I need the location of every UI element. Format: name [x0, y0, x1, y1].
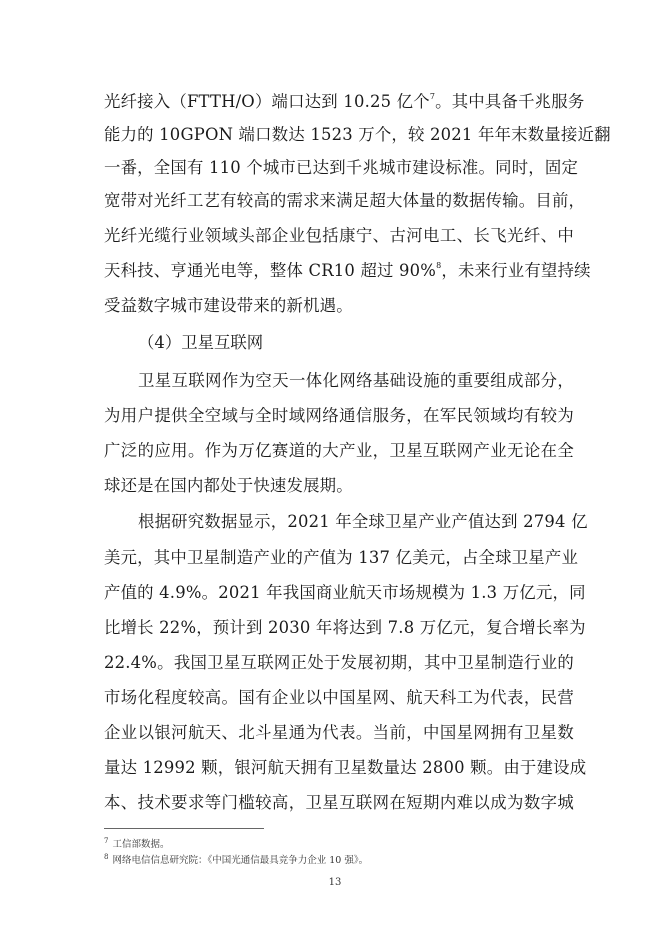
- footnote-mark: 8: [104, 853, 109, 861]
- body-line: 市场化程度较高。国有企业以中国星网、航天科工为代表，民营: [104, 688, 574, 707]
- body-line: 量达 12992 颗，银河航天拥有卫星数量达 2800 颗。由于建设成: [104, 758, 587, 777]
- body-line: 能力的 10GPON 端口数达 1523 万个，较 2021 年年末数量接近翻: [104, 125, 611, 144]
- body-line: 美元，其中卫星制造产业的产值为 137 亿美元，占全球卫星产业: [104, 548, 579, 567]
- footnote-text: 工信部数据。: [112, 839, 170, 850]
- footnote: [104, 851, 368, 867]
- body-line: 本、技术要求等门槛较高，卫星互联网在短期内难以成为数字城: [104, 793, 574, 812]
- body-line: 宽带对光纤工艺有较高的需求来满足超大体量的数据传输。目前，: [104, 191, 586, 210]
- body-line: 比增长 22%，预计到 2030 年将达到 7.8 万亿元，复合增长率为: [104, 618, 586, 637]
- section-heading: （4）卫星互联网: [138, 333, 264, 352]
- body-line: 根据研究数据显示，2021 年全球卫星产业产值达到 2794 亿: [138, 512, 588, 531]
- body-line: 球还是在国内都处于快速发展期。: [104, 476, 353, 495]
- body-line: 光纤光缆行业领域头部企业包括康宁、古河电工、长飞光纤、中: [104, 226, 574, 245]
- body-line: 为用户提供全空域与全时域网络通信服务，在军民领域均有较为: [104, 406, 574, 425]
- page-number: 13: [328, 877, 342, 888]
- footnote-ref[interactable]: 7: [429, 92, 436, 101]
- body-text: 光纤接入（FTTH/O）端口达到 10.25 亿个: [104, 92, 430, 111]
- footnote-mark: 7: [104, 837, 109, 845]
- body-text: 天科技、亨通光电等，整体 CR10 超过 90%: [104, 261, 437, 280]
- body-line: 一番，全国有 110 个城市已达到千兆城市建设标准。同时，固定: [104, 158, 579, 177]
- body-line: 企业以银河航天、北斗星通为代表。当前，中国星网拥有卫星数: [104, 723, 574, 742]
- footnote: [104, 835, 169, 851]
- body-text: 。其中具备千兆服务: [435, 92, 585, 111]
- footnote-divider: [104, 828, 264, 829]
- footnote-text: 网络电信信息研究院：《中国光通信最具竞争力企业 10 强》。: [112, 855, 369, 866]
- body-line: 广泛的应用。作为万亿赛道的大产业，卫星互联网产业无论在全: [104, 441, 574, 460]
- body-line: [104, 92, 585, 112]
- body-line: 受益数字城市建设带来的新机遇。: [104, 296, 353, 315]
- footnote-ref[interactable]: 8: [436, 261, 442, 270]
- body-line: [104, 261, 591, 281]
- body-text: ，未来行业有望持续: [441, 261, 591, 280]
- body-line: 卫星互联网作为空天一体化网络基础设施的重要组成部分，: [138, 371, 574, 390]
- body-line: 22.4%。我国卫星互联网正处于发展初期，其中卫星制造行业的: [104, 653, 574, 672]
- body-line: 产值的 4.9%。2021 年我国商业航天市场规模为 1.3 万亿元，同: [104, 583, 586, 602]
